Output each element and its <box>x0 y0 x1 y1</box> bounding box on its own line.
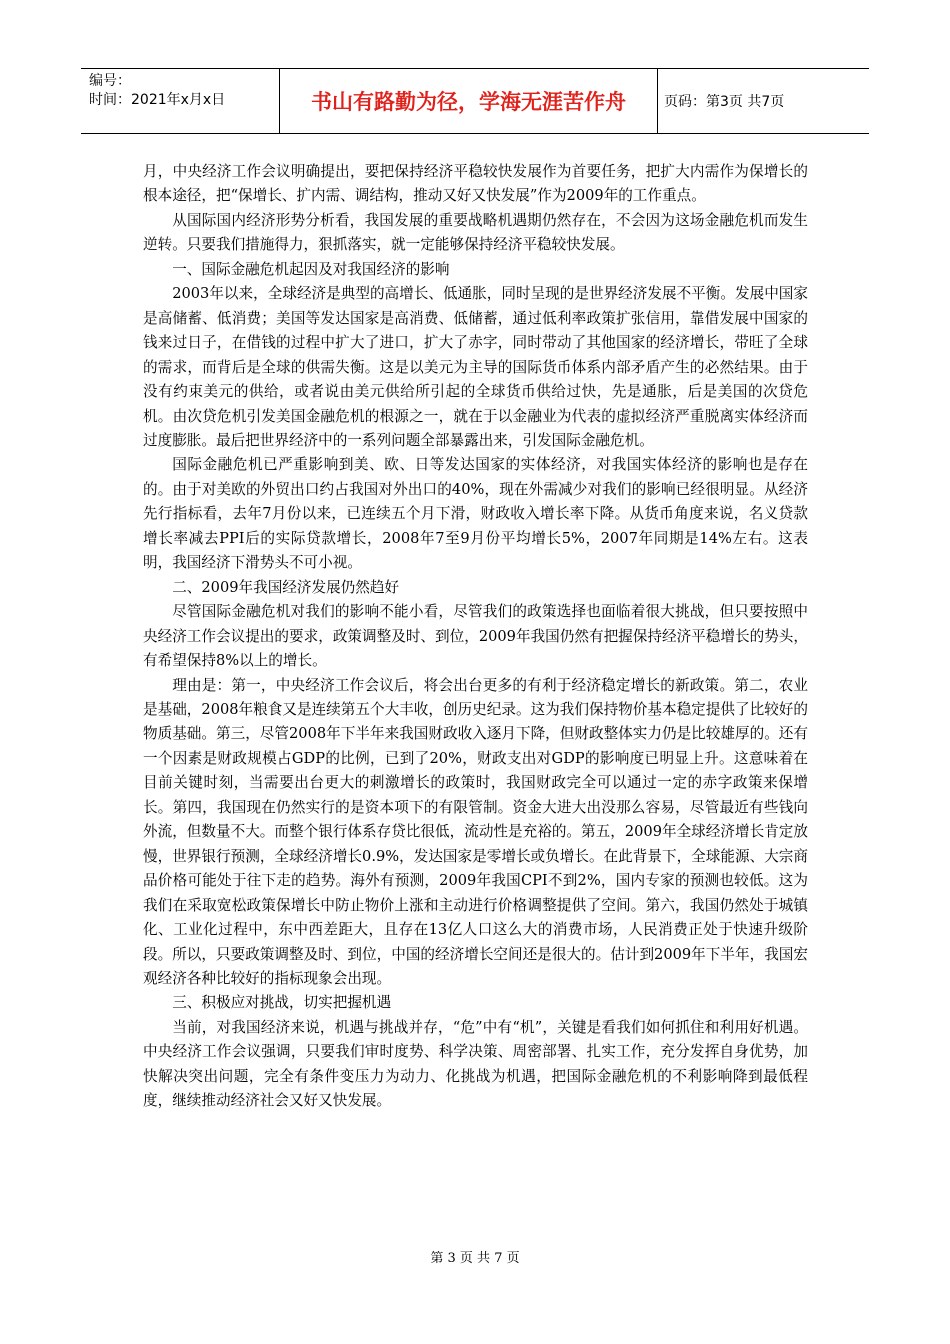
page-info-cell <box>658 69 869 133</box>
header-meta-cell <box>81 69 280 133</box>
paragraph: 尽管国际金融危机对我们的影响不能小看，尽管我们的政策选择也面临着很大挑战，但只要按照中央经济工作会议提出的要求，政策调整及时、到位，2009年我国仍然有把握保持经济平稳增长的势头，有希望保持8%以上的增长。 <box>143 603 808 670</box>
paragraph: 理由是：第一，中央经济工作会议后，将会出台更多的有利于经济稳定增长的新政策。第二，农业是基础，2008年粮食又是连续第五个大丰收，创历史纪录。这为我们保持物价基本稳定提供了比较好的物质基础。第三，尽管2008年下半年来我国财政收入逐月下降，但财政整体实力仍是比较雄厚的。还有一个因素是财政规模占GDP的比例，已到了20%，财政支出对GDP的影响度已明显上升。这意味着在目前关键时刻，当需要出台更大的刺激增长的政策时，我国财政完全可以通过一定的赤字政策来保增长。第四，我国现在仍然实行的是资本项下的有限管制。资金大进大出没那么容易，尽管最近有些钱向外流，但数量不大。而整个银行体系存贷比很低，流动性是充裕的。第五，2009年全球经济增长肯定放慢，世界银行预测，全球经济增长0.9%，发达国家是零增长或负增长。在此背景下，全球能源、大宗商品价格可能处于往下走的趋势。海外有预测，2009年我国CPI不到2%，国内专家的预测也较低。这为我们在采取宽松政策保增长中防止物价上涨和主动进行价格调整提供了空间。第六，我国仍然处于城镇化、工业化过程中，东中西差距大，且存在13亿人口这么大的消费市场，人民消费正处于快速升级阶段。所以，只要政策调整及时、到位，中国的经济增长空间还是很大的。估计到2009年下半年，我国宏观经济各种比较好的指标现象会出现。 <box>143 676 808 987</box>
paragraph: 国际金融危机已严重影响到美、欧、日等发达国家的实体经济，对我国实体经济的影响也是存在的。由于对美欧的外贸出口约占我国对外出口的40%，现在外需减少对我们的影响已经很明显。从经济先行指标看，去年7月份以来，已连续五个月下滑，财政收入增长率下降。从货币角度来说，名义贷款增长率减去PPI后的实际贷款增长，2008年7至9月份平均增长5%，2007年同期是14%左右。这表明，我国经济下滑势头不可小视。 <box>143 456 808 572</box>
motto-cell <box>280 69 658 133</box>
paragraph-continuation: 月，中央经济工作会议明确提出，要把保持经济平稳较快发展作为首要任务，把扩大内需作为保增长的根本途径，把“保增长、扩内需、调结构，推动又好又快发展”作为2009年的工作重点。 <box>143 163 808 205</box>
section-heading-1: 一、国际金融危机起因及对我国经济的影响 <box>172 260 450 278</box>
paragraph: 从国际国内经济形势分析看，我国发展的重要战略机遇期仍然存在，不会因为这场金融危机而发生逆转。只要我们措施得力，狠抓落实，就一定能够保持经济平稳较快发展。 <box>143 211 808 254</box>
motto-text: 书山有路勤为径，学海无涯苦作舟 <box>311 90 626 114</box>
footer-page-number: 第 3 页 共 7 页 <box>430 1251 520 1266</box>
document-body <box>143 160 808 1114</box>
paragraph: 2003年以来，全球经济是典型的高增长、低通胀，同时呈现的是世界经济发展不平衡。发展中国家是高储蓄、低消费；美国等发达国家是高消费、低储蓄，通过低利率政策扩张信用，靠借发展中国家的钱来过日子，在借钱的过程中扩大了进口，扩大了赤字，同时带动了其他国家的经济增长，带旺了全球的需求，而背后是全球的供需失衡。这是以美元为主导的国际货币体系内部矛盾产生的必然结果。由于没有约束美元的供给，或者说由美元供给所引起的全球货币供给过快，先是通胀，后是美国的次贷危机。由次贷危机引发美国金融危机的根源之一，就在于以金融业为代表的虚拟经济严重脱离实体经济而过度膨胀。最后把世界经济中的一系列问题全部暴露出来，引发国际金融危机。 <box>143 285 808 449</box>
section-heading-3: 三、积极应对挑战，切实把握机遇 <box>172 994 392 1012</box>
date-label: 时间：2021年x月x日 <box>89 92 226 108</box>
paragraph: 当前，对我国经济来说，机遇与挑战并存，“危”中有“机”，关键是看我们如何抓住和利用好机遇。中央经济工作会议强调，只要我们审时度势、科学决策、周密部署、扎实工作，充分发挥自身优势，加快解决突出问题，完全有条件变压力为动力、化挑战为机遇，把国际金融危机的不利影响降到最低程度，继续推动经济社会又好又快发展。 <box>143 1018 808 1110</box>
number-label: 编号： <box>89 73 131 89</box>
page-footer <box>0 1247 950 1266</box>
page-info-text: 页码：第3页 共7页 <box>664 94 785 110</box>
section-heading-2: 二、2009年我国经济发展仍然趋好 <box>172 578 400 596</box>
document-header <box>81 68 869 134</box>
